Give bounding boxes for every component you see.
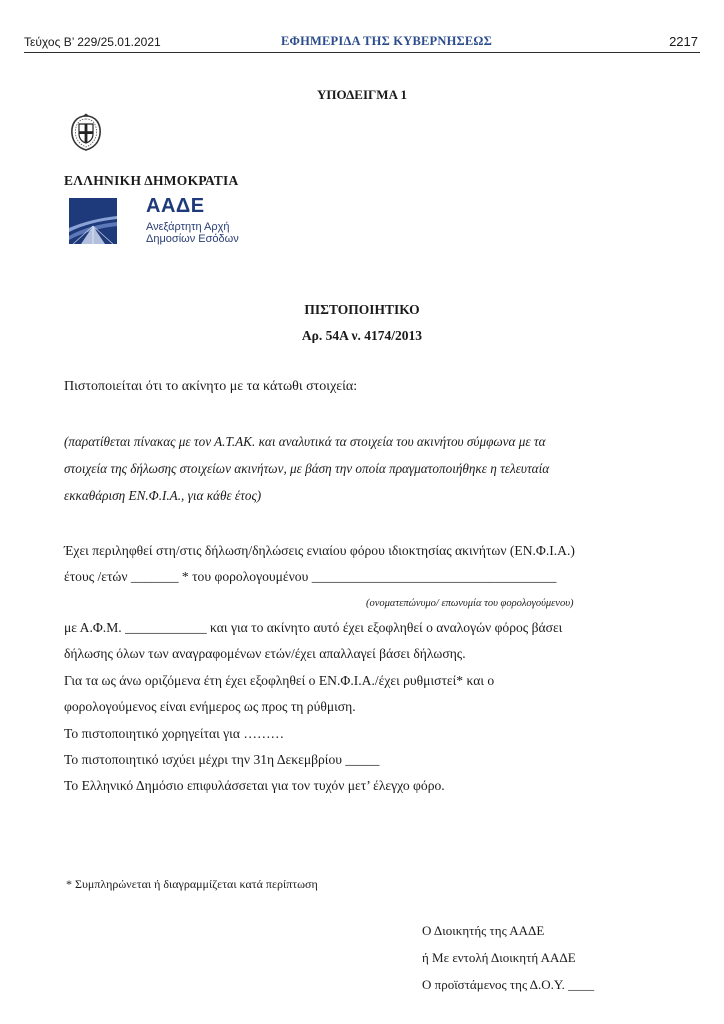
republic-name: ΕΛΛΗΝΙΚΗ ΔΗΜΟΚΡΑΤΙΑ xyxy=(64,173,239,188)
body-line-4: δήλωσης όλων των αναγραφομένων ετών/έχει απαλλαγεί βάσει δήλωσης. xyxy=(64,646,466,661)
body-line-7: Το πιστοποιητικό χορηγείται για ……… xyxy=(64,726,285,741)
greek-coat-of-arms-icon xyxy=(66,112,106,152)
page-number: 2217 xyxy=(669,34,698,49)
italic-note-line-2: στοιχεία της δήλωσης στοιχείων ακινήτων, με βάση την οποία πραγματοποιήθηκε η τελευταία xyxy=(64,461,550,476)
body-line-1: Έχει περιληφθεί στη/στις δήλωση/δηλώσεις ενιαίου φόρου ιδιοκτησίας ακινήτων (ΕΝ.Φ.Ι.Α.) xyxy=(64,543,575,558)
body-line-3: με Α.Φ.Μ. ____________ και για το ακίνητο αυτό έχει εξοφληθεί ο αναλογών φόρος βάσει xyxy=(64,620,563,635)
header-divider xyxy=(24,52,700,53)
italic-note-line-3: εκκαθάριση ΕΝ.Φ.Ι.Α., για κάθε έτος) xyxy=(64,488,262,503)
signature-line-1: Ο Διοικητής της ΑΑΔΕ xyxy=(422,923,545,938)
aade-logo-subtitle-line1: Ανεξάρτητη Αρχή xyxy=(146,221,230,233)
issue-reference: Τεύχος Β’ 229/25.01.2021 xyxy=(24,35,161,49)
signature-line-3: Ο προϊστάμενος της Δ.Ο.Υ. ____ xyxy=(422,977,595,992)
certificate-law-reference: Αρ. 54Α ν. 4174/2013 xyxy=(301,328,423,343)
aade-logo-name: ΑΑΔΕ xyxy=(146,195,205,217)
certificate-title: ΠΙΣΤΟΠΟΙΗΤΙΚΟ xyxy=(304,302,420,317)
body-line-5: Για τα ως άνω οριζόμενα έτη έχει εξοφληθεί ο ΕΝ.Φ.Ι.Α./έχει ρυθμιστεί* και ο xyxy=(64,673,495,688)
signature-line-2: ή Με εντολή Διοικητή ΑΑΔΕ xyxy=(422,950,576,965)
footnote: * Συμπληρώνεται ή διαγραμμίζεται κατά περίπτωση xyxy=(66,877,318,891)
body-line-8: Το πιστοποιητικό ισχύει μέχρι την 31η Δεκεμβρίου _____ xyxy=(64,752,380,767)
aade-logo-subtitle-line2: Δημοσίων Εσόδων xyxy=(146,233,239,245)
taxpayer-name-hint: (ονοματεπώνυμο/ επωνυμία του φορολογούμενου) xyxy=(366,598,574,609)
body-line-6: φορολογούμενος είναι ενήμερος ως προς τη ρύθμιση. xyxy=(64,699,356,714)
sample-title: ΥΠΟΔΕΙΓΜΑ 1 xyxy=(316,87,407,102)
italic-note-line-1: (παρατίθεται πίνακας με τον Α.Τ.ΑΚ. και αναλυτικά τα στοιχεία του ακινήτου σύμφωνα με τα xyxy=(64,434,546,449)
aade-logo-icon xyxy=(69,198,117,244)
certificate-intro: Πιστοποιείται ότι το ακίνητο με τα κάτωθι στοιχεία: xyxy=(64,379,358,394)
gazette-title: ΕΦΗΜΕΡΙΔΑ ΤΗΣ ΚΥΒΕΡΝΗΣΕΩΣ xyxy=(281,34,492,48)
body-line-9: Το Ελληνικό Δημόσιο επιφυλάσσεται για τον τυχόν μετ’ έλεγχο φόρο. xyxy=(64,778,445,793)
body-line-2: έτους /ετών _______ * του φορολογουμένου ____________________________________ xyxy=(64,569,557,584)
